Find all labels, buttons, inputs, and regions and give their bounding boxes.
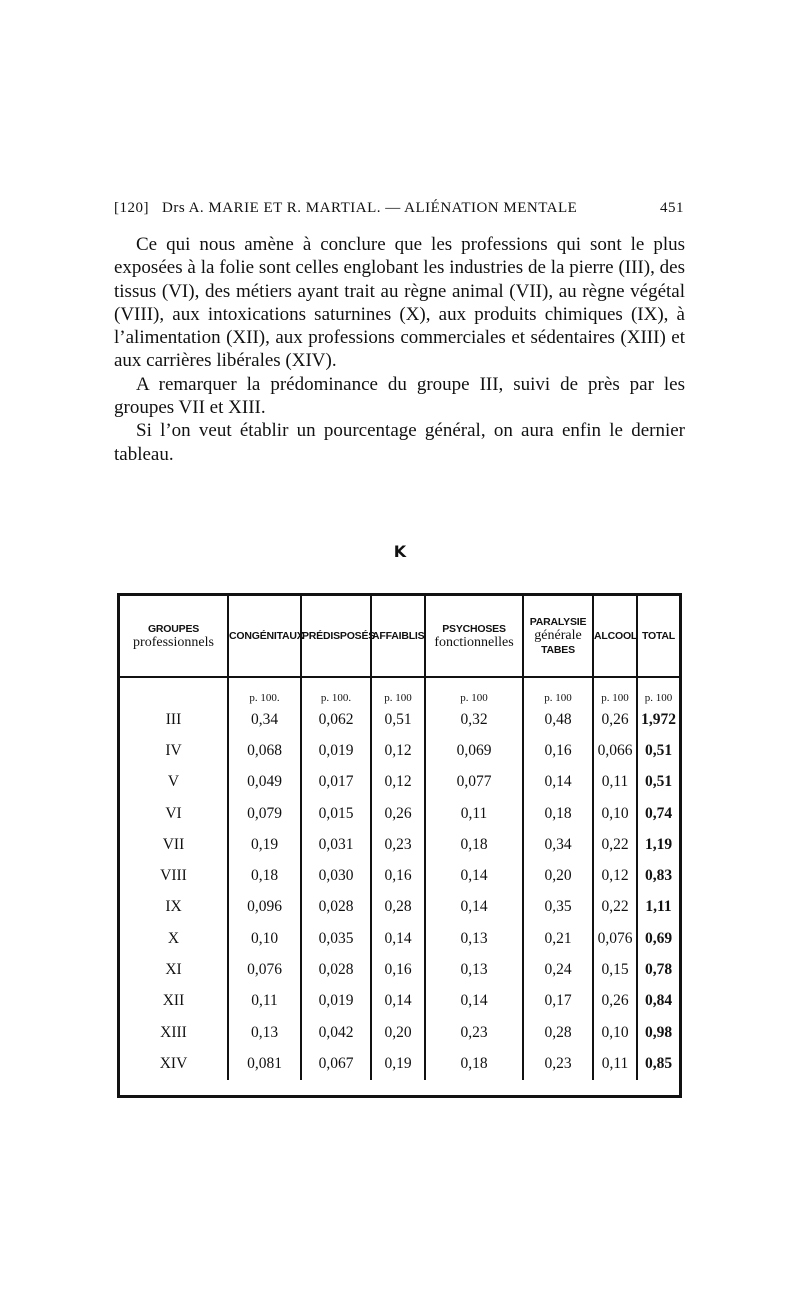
running-head	[114, 200, 684, 222]
total-cell: 1,972	[637, 704, 679, 735]
header-separator	[120, 677, 679, 686]
header-congenitaux: CONGÉNITAUX	[228, 596, 301, 677]
value-cell: 0,24	[523, 954, 593, 985]
value-cell: 0,21	[523, 923, 593, 954]
table-row	[120, 798, 679, 829]
paragraph: Si l’on veut établir un pourcentage général, on aura enfin le dernier tableau.	[114, 420, 685, 465]
paragraph: Ce qui nous amène à conclure que les professions qui sont le plus exposées à la folie sont celles englobant les industries de la pierre (III), des tissus (VI), des métiers ayant trait au règne animal (VII), au règne végétal (VIII), aux intoxications saturnines (X), aux produits chimiques (IX), à l’alimentation (XII), aux professions commerciales et sédentaires (XIII) et aux carrières libérales (XIV).	[114, 234, 685, 372]
value-cell: 0,017	[301, 767, 371, 798]
value-cell: 0,10	[593, 798, 637, 829]
value-cell: 0,14	[425, 860, 523, 891]
value-cell: 0,14	[371, 923, 425, 954]
value-cell: 0,096	[228, 892, 301, 923]
unit-label: p. 100.	[301, 686, 371, 704]
table-body	[120, 704, 679, 1080]
header-psychoses: PSYCHOSES fonctionnelles	[425, 596, 523, 677]
total-cell: 0,78	[637, 954, 679, 985]
value-cell: 0,031	[301, 829, 371, 860]
group-cell: IV	[165, 741, 182, 759]
group-cell: V	[167, 773, 180, 791]
value-cell: 0,069	[425, 735, 523, 766]
value-cell: 0,28	[523, 1017, 593, 1048]
value-cell: 0,17	[523, 986, 593, 1017]
value-cell: 0,34	[523, 829, 593, 860]
value-cell: 0,20	[371, 1017, 425, 1048]
value-cell: 0,23	[523, 1048, 593, 1079]
value-cell: 0,16	[371, 860, 425, 891]
value-cell: 0,019	[301, 735, 371, 766]
unit-label: p. 100	[371, 686, 425, 704]
total-cell: 0,69	[637, 923, 679, 954]
table-row	[120, 954, 679, 985]
value-cell: 0,26	[371, 798, 425, 829]
header-groupes: GROUPES professionnels	[133, 623, 214, 650]
value-cell: 0,11	[228, 986, 301, 1017]
total-cell: 1,19	[637, 829, 679, 860]
table-row	[120, 829, 679, 860]
unit-label: p. 100	[637, 686, 679, 704]
value-cell: 0,042	[301, 1017, 371, 1048]
value-cell: 0,13	[425, 923, 523, 954]
value-cell: 0,11	[593, 767, 637, 798]
value-cell: 0,028	[301, 892, 371, 923]
table-row	[120, 767, 679, 798]
total-cell: 0,84	[637, 986, 679, 1017]
header-predisposes: PRÉDISPOSÉS	[301, 596, 371, 677]
unit-label: p. 100	[425, 686, 523, 704]
value-cell: 0,13	[425, 954, 523, 985]
group-cell: III	[165, 710, 182, 728]
group-cell: XIII	[160, 1023, 187, 1041]
value-cell: 0,14	[425, 892, 523, 923]
reference-number: [120]	[114, 200, 149, 216]
group-cell: VII	[162, 835, 185, 853]
value-cell: 0,14	[523, 767, 593, 798]
unit-label: p. 100.	[228, 686, 301, 704]
value-cell: 0,19	[371, 1048, 425, 1079]
value-cell: 0,26	[593, 986, 637, 1017]
total-cell: 0,74	[637, 798, 679, 829]
group-cell: XII	[162, 992, 185, 1010]
value-cell: 0,035	[301, 923, 371, 954]
value-cell: 0,26	[593, 704, 637, 735]
value-cell: 0,12	[371, 735, 425, 766]
table-row	[120, 735, 679, 766]
value-cell: 0,067	[301, 1048, 371, 1079]
value-cell: 0,18	[425, 1048, 523, 1079]
value-cell: 0,11	[593, 1048, 637, 1079]
value-cell: 0,23	[425, 1017, 523, 1048]
value-cell: 0,10	[228, 923, 301, 954]
value-cell: 0,11	[425, 798, 523, 829]
table-row	[120, 986, 679, 1017]
value-cell: 0,14	[425, 986, 523, 1017]
value-cell: 0,14	[371, 986, 425, 1017]
value-cell: 0,19	[228, 829, 301, 860]
value-cell: 0,028	[301, 954, 371, 985]
paragraph: A remarquer la prédominance du groupe III, suivi de près par les groupes VII et XIII.	[114, 373, 685, 419]
value-cell: 0,18	[425, 829, 523, 860]
value-cell: 0,20	[523, 860, 593, 891]
group-cell: X	[167, 929, 180, 947]
table-row	[120, 860, 679, 891]
body-text	[114, 233, 685, 466]
header-affaiblis: AFFAIBLIS	[371, 596, 425, 677]
table-grid	[120, 596, 679, 1080]
total-cell: 1,11	[637, 892, 679, 923]
units-row	[120, 686, 679, 704]
total-cell: 0,98	[637, 1017, 679, 1048]
value-cell: 0,12	[371, 767, 425, 798]
value-cell: 0,066	[593, 735, 637, 766]
table-title: K	[393, 542, 407, 561]
value-cell: 0,076	[228, 954, 301, 985]
value-cell: 0,13	[228, 1017, 301, 1048]
value-cell: 0,076	[593, 923, 637, 954]
group-cell: VIII	[160, 867, 187, 885]
header-alcool: ALCOOL	[593, 596, 637, 677]
group-cell: IX	[165, 898, 182, 916]
value-cell: 0,15	[593, 954, 637, 985]
total-cell: 0,51	[637, 735, 679, 766]
header-paralysie: PARALYSIE générale TABES	[523, 596, 593, 677]
value-cell: 0,068	[228, 735, 301, 766]
value-cell: 0,10	[593, 1017, 637, 1048]
table-row	[120, 1017, 679, 1048]
group-cell: VI	[165, 804, 182, 822]
statistics-table	[117, 593, 682, 1098]
total-cell: 0,51	[637, 767, 679, 798]
running-title: Drs A. MARIE ET R. MARTIAL. — ALIÉNATION MENTALE	[162, 200, 578, 216]
total-cell: 0,85	[637, 1048, 679, 1079]
value-cell: 0,23	[371, 829, 425, 860]
value-cell: 0,015	[301, 798, 371, 829]
value-cell: 0,48	[523, 704, 593, 735]
header-total: TOTAL	[637, 596, 679, 677]
value-cell: 0,030	[301, 860, 371, 891]
value-cell: 0,062	[301, 704, 371, 735]
page-number: 451	[660, 200, 684, 216]
value-cell: 0,019	[301, 986, 371, 1017]
header-row	[120, 596, 679, 677]
value-cell: 0,32	[425, 704, 523, 735]
value-cell: 0,22	[593, 892, 637, 923]
group-cell: XI	[165, 961, 182, 979]
table-row	[120, 892, 679, 923]
value-cell: 0,35	[523, 892, 593, 923]
value-cell: 0,18	[523, 798, 593, 829]
value-cell: 0,22	[593, 829, 637, 860]
unit-label: p. 100	[593, 686, 637, 704]
value-cell: 0,51	[371, 704, 425, 735]
value-cell: 0,34	[228, 704, 301, 735]
value-cell: 0,077	[425, 767, 523, 798]
total-cell: 0,83	[637, 860, 679, 891]
value-cell: 0,28	[371, 892, 425, 923]
value-cell: 0,12	[593, 860, 637, 891]
table-row	[120, 1048, 679, 1079]
value-cell: 0,18	[228, 860, 301, 891]
value-cell: 0,16	[523, 735, 593, 766]
value-cell: 0,081	[228, 1048, 301, 1079]
unit-label: p. 100	[523, 686, 593, 704]
table-row	[120, 923, 679, 954]
value-cell: 0,049	[228, 767, 301, 798]
value-cell: 0,16	[371, 954, 425, 985]
group-cell: XIV	[159, 1054, 188, 1072]
value-cell: 0,079	[228, 798, 301, 829]
table-row	[120, 704, 679, 735]
